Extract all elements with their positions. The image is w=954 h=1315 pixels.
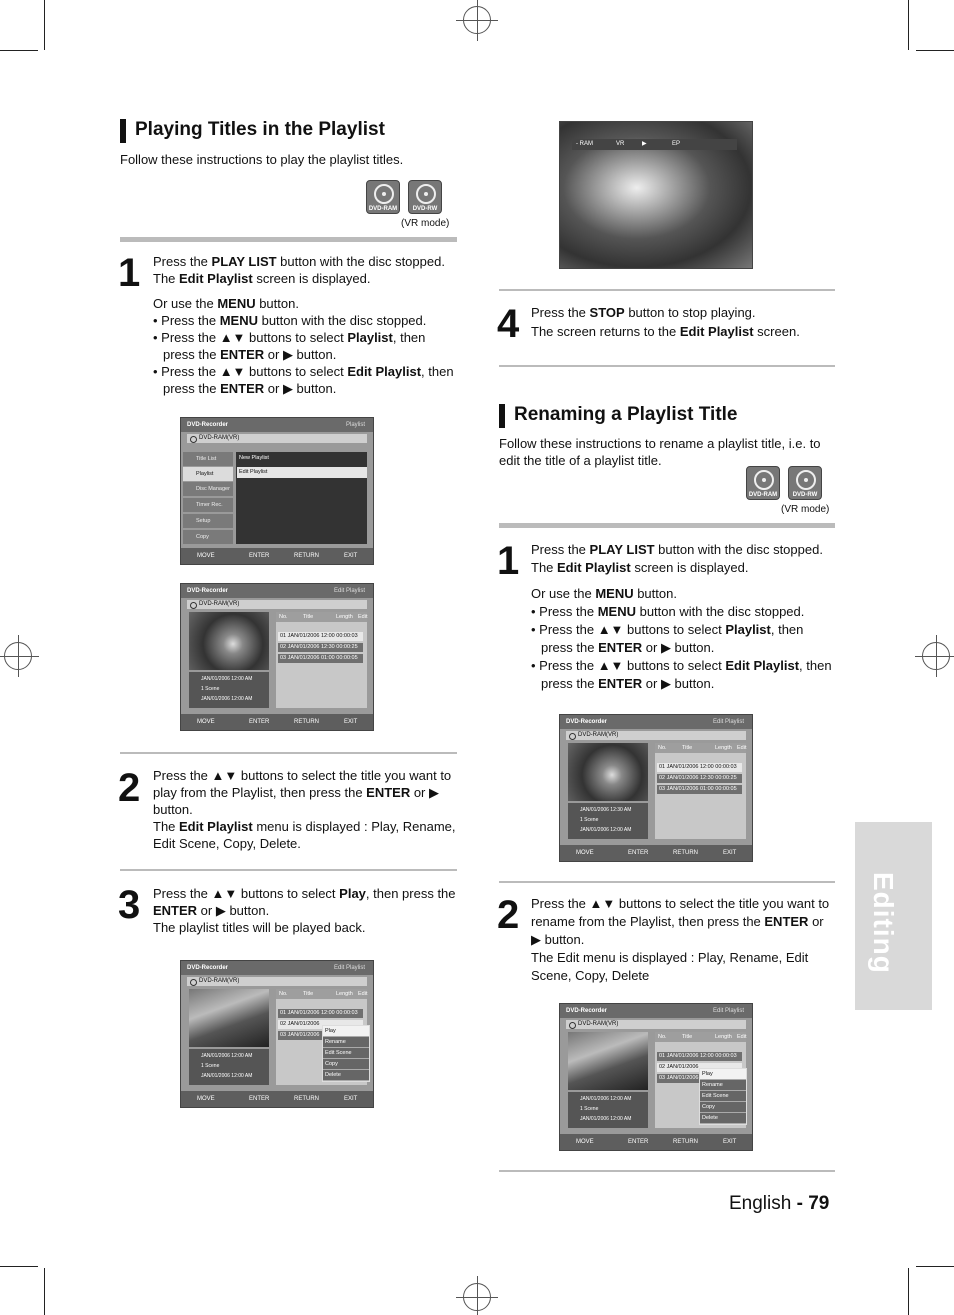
quality-status: EP bbox=[672, 141, 681, 147]
intro-text: Follow these instructions to rename a playlist title, i.e. to edit the title of a playlist title. bbox=[499, 436, 821, 468]
vr-mode-label: (VR mode) bbox=[401, 218, 450, 229]
osd-edit-playlist: DVD-Recorder Edit Playlist DVD-RAM(VR) JAN/01/2006 12:00 AM 1 Scene JAN/01/2006 12:00 AM No. Title Length Edit 01 JAN/01/2006 12:00 00:00:03 02 JAN/01/2006 12:30 00:00:25 03 JAN/01/2006 01:00 00:00:05 MOVE ENTER RETURN EXIT bbox=[180, 583, 374, 731]
step-1-text: Press the PLAY LIST button with the disc stopped. The Edit Playlist screen is displayed. Or use the MENU button. • Press the MENU button with the disc stopped. • Press the ▲▼ buttons to select Playlist, then press the ENTER or ▶ button. • Press the ▲▼ buttons to select Edit Playlist, then press the ENTER or ▶ button. bbox=[531, 542, 832, 691]
dvd-ram-icon: DVD-RAM bbox=[746, 466, 780, 500]
dvd-rw-icon: DVD-RW bbox=[788, 466, 822, 500]
step-3-text: Press the ▲▼ buttons to select Play, then press the ENTER or ▶ button. The playlist titles will be played back. bbox=[153, 886, 456, 935]
step-number: 2 bbox=[118, 766, 141, 810]
playback-screen bbox=[559, 121, 753, 269]
registration-mark bbox=[4, 642, 32, 670]
registration-mark bbox=[922, 642, 950, 670]
side-tab-label: Editing bbox=[868, 872, 899, 974]
vr-mode-label: (VR mode) bbox=[781, 504, 830, 515]
osd-edit-playlist: DVD-Recorder Edit Playlist DVD-RAM(VR) JAN/01/2006 12:30 AM 1 Scene JAN/01/2006 12:00 AM No. Title Length Edit 01 JAN/01/2006 12:00 00:00:03 02 JAN/01/2006 12:30 00:00:25 03 JAN/01/2006 01:00 00:00:05 MOVE ENTER RETURN EXIT bbox=[559, 714, 753, 862]
osd-playlist-menu: DVD-Recorder Playlist DVD-RAM(VR) Title List Playlist Disc Manager Timer Rec. Setup Copy New Playlist Edit Playlist MOVE ENTER RETURN EXIT bbox=[180, 417, 374, 565]
page-number: - 79 bbox=[796, 1193, 830, 1214]
intro-text: Follow these instructions to play the playlist titles. bbox=[120, 152, 404, 167]
disc-status: - RAM bbox=[576, 141, 593, 147]
dvd-rw-icon: DVD-RW bbox=[408, 180, 442, 214]
divider bbox=[120, 869, 457, 871]
registration-mark bbox=[463, 1283, 491, 1311]
registration-mark bbox=[463, 6, 491, 34]
crop-mark bbox=[0, 1266, 38, 1267]
crop-mark bbox=[908, 1268, 909, 1315]
osd-edit-playlist-popup: DVD-Recorder Edit Playlist DVD-RAM(VR) JAN/01/2006 12:00 AM 1 Scene JAN/01/2006 12:00 AM No. Title Length Edit 01 JAN/01/2006 12:00 00:00:03 02 JAN/01/2006 03 JAN/01/2006 Play Rename Edit Scene Copy Delete MOVE ENTER RETURN EXIT bbox=[559, 1003, 753, 1151]
playback-status-bar bbox=[572, 139, 737, 150]
crop-mark bbox=[916, 1266, 954, 1267]
divider bbox=[499, 523, 835, 528]
divider bbox=[499, 1170, 835, 1172]
crop-mark bbox=[916, 50, 954, 51]
divider bbox=[499, 289, 835, 291]
crop-mark bbox=[44, 0, 45, 50]
crop-mark bbox=[0, 50, 38, 51]
side-tab bbox=[855, 822, 932, 1010]
footer-language: English bbox=[729, 1193, 792, 1214]
step-1-text: Press the PLAY LIST button with the disc stopped. The Edit Playlist screen is displayed. Or use the MENU button. • Press the MENU button with the disc stopped. • Press the ▲▼ buttons to select Playlist, then press the ENTER or ▶ button. • Press the ▲▼ buttons to select Edit Playlist, then press the ENTER or ▶ button. bbox=[153, 254, 454, 396]
page-footer bbox=[729, 1193, 829, 1215]
step-number: 4 bbox=[497, 302, 520, 346]
play-icon: ▶ bbox=[642, 141, 647, 147]
step-4-text: Press the STOP button to stop playing. The screen returns to the Edit Playlist screen. bbox=[531, 305, 800, 339]
osd-edit-playlist-popup: DVD-Recorder Edit Playlist DVD-RAM(VR) JAN/01/2006 12:00 AM 1 Scene JAN/01/2006 12:00 AM No. Title Length Edit 01 JAN/01/2006 12:00 00:00:03 02 JAN/01/2006 03 JAN/01/2006 Play Rename Edit Scene Copy Delete MOVE ENTER RETURN EXIT bbox=[180, 960, 374, 1108]
step-number: 3 bbox=[118, 883, 141, 927]
step-2-text: Press the ▲▼ buttons to select the title you want to rename from the Playlist, then press the ENTER or ▶ button. The Edit menu is displayed : Play, Rename, Edit Scene, Copy, Delete bbox=[531, 896, 830, 983]
step-number: 1 bbox=[497, 539, 520, 583]
step-number: 2 bbox=[497, 893, 520, 937]
mode-status: VR bbox=[616, 141, 625, 147]
crop-mark bbox=[908, 0, 909, 50]
dvd-ram-icon: DVD-RAM bbox=[366, 180, 400, 214]
section-title-renaming: Renaming a Playlist Title bbox=[499, 404, 738, 426]
step-2-text: Press the ▲▼ buttons to select the title you want to play from the Playlist, then press the ENTER or ▶ button. The Edit Playlist menu is displayed : Play, Rename, Edit Scene, Copy, Delete. bbox=[153, 768, 456, 851]
crop-mark bbox=[44, 1268, 45, 1315]
divider bbox=[499, 365, 835, 367]
divider bbox=[120, 752, 457, 754]
step-number: 1 bbox=[118, 251, 141, 295]
section-title-playing: Playing Titles in the Playlist bbox=[120, 119, 385, 141]
divider bbox=[120, 237, 457, 242]
divider bbox=[499, 881, 835, 883]
